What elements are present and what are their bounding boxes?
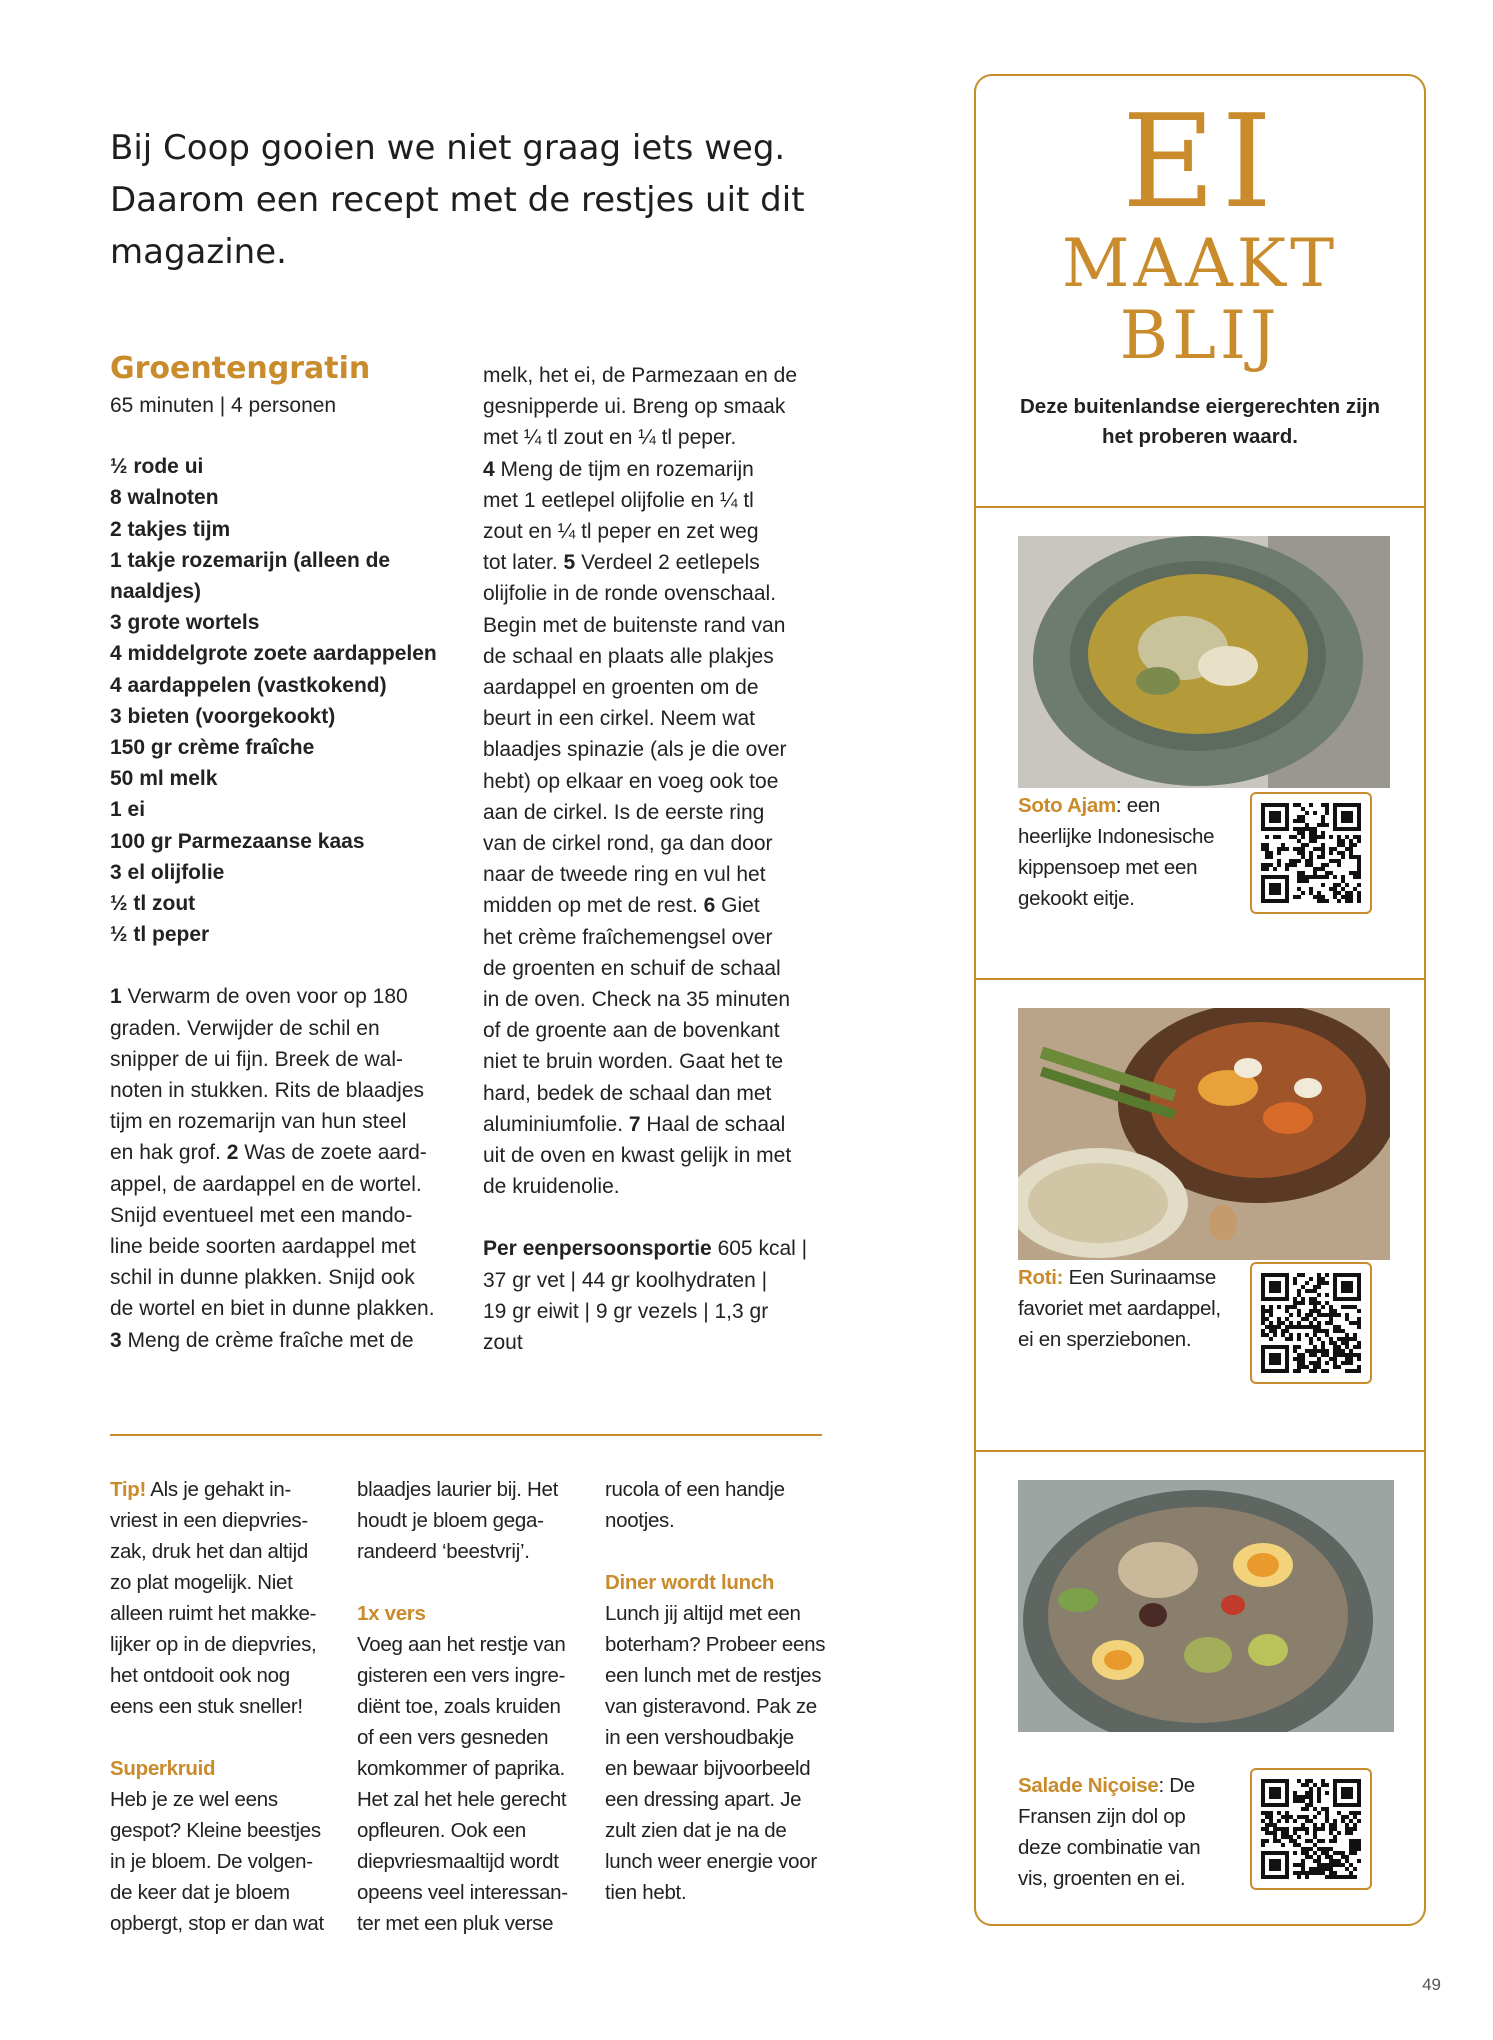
tip-line: in je bloem. De volgen- (110, 1850, 313, 1873)
panel-subtitle-line: Deze buitenlandse eiergerechten zijn (1020, 395, 1380, 418)
tip-line: boterham? Probeer eens (605, 1633, 826, 1656)
step-line: beurt in een cirkel. Neem wat (483, 707, 755, 731)
nutrition-line: zout (483, 1331, 523, 1355)
tip-line: alleen ruimt het makke- (110, 1602, 317, 1625)
step-line: olijfolie in de ronde ovenschaal. (483, 582, 777, 606)
step-line: het crème fraîchemengsel over (483, 925, 773, 949)
ingredient-item: 8 walnoten (110, 486, 219, 510)
intro-line: magazine. (110, 232, 287, 272)
ingredient-item: 3 el olijfolie (110, 860, 225, 884)
step-line: van de cirkel rond, ga dan door (483, 832, 773, 856)
step-line: de wortel en biet in dunne plakken. (110, 1297, 435, 1321)
step-line: appel, de aardappel en de wortel. (110, 1172, 422, 1196)
ingredient-list (110, 451, 470, 950)
ingredient-item: 150 gr crème fraîche (110, 736, 315, 760)
dish-line: Fransen zijn dol op (1018, 1805, 1186, 1828)
tip-line: eens een stuk sneller! (110, 1695, 303, 1718)
nutrition-line: 19 gr eiwit | 9 gr vezels | 1,3 gr (483, 1299, 769, 1323)
tip-line: Tip! Als je gehakt in- (110, 1478, 292, 1501)
panel-title-ei: EI (1122, 88, 1278, 237)
step-line: de schaal en plaats alle plakjes (483, 644, 774, 668)
tip-line: en bewaar bijvoorbeeld (605, 1757, 811, 1780)
ingredient-item: 3 bieten (voorgekookt) (110, 704, 336, 728)
tip-line: opfleuren. Ook een (357, 1819, 526, 1842)
tip-line: een dressing apart. Je (605, 1788, 802, 1811)
step-line: uit de oven en kwast gelijk in met (483, 1144, 792, 1168)
dish-line: Salade Niçoise: De (1018, 1774, 1195, 1797)
step-line: hard, bedek de schaal dan met (483, 1081, 772, 1105)
page-number: 49 (1422, 1975, 1441, 1994)
ingredient-item: ½ tl zout (110, 892, 196, 916)
tip-line: lunch weer energie voor (605, 1850, 817, 1873)
steps-left (110, 981, 470, 1355)
dish-line: kippensoep met een (1018, 856, 1198, 879)
nutrition-line: Per eenpersoonsportie 605 kcal | (483, 1237, 808, 1261)
tip-line: opbergt, stop er dan wat (110, 1912, 324, 1935)
dish-line: deze combinatie van (1018, 1836, 1201, 1859)
tip-line: komkommer of paprika. (357, 1757, 565, 1780)
tip-line: of een vers gesneden (357, 1726, 549, 1749)
intro-line: Bij Coop gooien we niet graag iets weg. (110, 128, 786, 168)
dish-description (1018, 790, 1238, 914)
tip-line: Het zal het hele gerecht (357, 1788, 567, 1811)
ingredient-item: 2 takjes tijm (110, 517, 231, 541)
qr-code[interactable] (1250, 792, 1372, 914)
step-line: noten in stukken. Rits de blaadjes (110, 1079, 425, 1103)
step-line: naar de tweede ring en vul het (483, 863, 766, 887)
step-line: graden. Verwijder de schil en (110, 1016, 380, 1040)
tip-line: zult zien dat je na de (605, 1819, 787, 1842)
step-line: aluminiumfolie. 7 Haal de schaal (483, 1112, 786, 1136)
panel-subtitle (976, 392, 1424, 452)
dish-line: heerlijke Indonesische (1018, 825, 1215, 848)
step-line: 4 Meng de tijm en rozemarijn (483, 457, 754, 481)
tip-line: diepvriesmaaltijd wordt (357, 1850, 559, 1873)
dish-line: Soto Ajam: een (1018, 794, 1161, 817)
step-line: gesnipperde ui. Breng op smaak (483, 395, 786, 419)
ingredient-item: 1 ei (110, 798, 146, 822)
lunch-title: Diner wordt lunch (605, 1571, 775, 1594)
tip-line: Lunch jij altijd met een (605, 1602, 801, 1625)
dish-line: ei en sperziebonen. (1018, 1328, 1192, 1351)
ei-maakt-blij-panel (974, 74, 1426, 1926)
step-line: 3 Meng de crème fraîche met de (110, 1328, 414, 1352)
tip-line: vriest in een diepvries- (110, 1509, 308, 1532)
ingredient-item: ½ rode ui (110, 455, 204, 479)
tips-column-3 (605, 1474, 835, 1908)
step-line: tijm en rozemarijn van hun steel (110, 1110, 407, 1134)
recipe-meta: 65 minuten | 4 personen (110, 394, 337, 417)
recipe-mid-column (483, 360, 843, 1358)
tip-line: opeens veel interessan- (357, 1881, 568, 1904)
step-line: aan de cirkel. Is de eerste ring (483, 800, 765, 824)
recipe-title: Groentengratin (110, 351, 371, 386)
tip-line: een lunch met de restjes (605, 1664, 822, 1687)
ingredient-item: 4 middelgrote zoete aardappelen (110, 642, 437, 666)
tip-line: gespot? Kleine beestjes (110, 1819, 321, 1842)
tip-line: zo plat mogelijk. Niet (110, 1571, 293, 1594)
nutrition-info (483, 1233, 843, 1358)
qr-code[interactable] (1250, 1768, 1372, 1890)
tip-line: ter met een pluk verse (357, 1912, 554, 1935)
step-line: en hak grof. 2 Was de zoete aard- (110, 1141, 427, 1165)
tip-line: lijker op in de diepvries, (110, 1633, 317, 1656)
ingredient-item: 50 ml melk (110, 767, 218, 791)
step-line: melk, het ei, de Parmezaan en de (483, 364, 798, 387)
panel-title-maakt: MAAKT (1061, 225, 1339, 302)
roti-photo (1018, 1008, 1390, 1260)
step-line: midden op met de rest. 6 Giet (483, 894, 760, 918)
qr-code-pattern (1261, 1779, 1361, 1879)
qr-code[interactable] (1250, 1262, 1372, 1384)
tip-line: zak, druk het dan altijd (110, 1540, 308, 1563)
tip-line: rucola of een handje (605, 1478, 785, 1501)
section-divider (110, 1434, 822, 1436)
step-line: of de groente aan de bovenkant (483, 1019, 780, 1043)
superkruid-title: Superkruid (110, 1757, 216, 1780)
step-line: line beide soorten aardappel met (110, 1235, 416, 1259)
step-line: met 1 eetlepel olijfolie en ¼ tl (483, 488, 754, 512)
tip-line: diënt toe, zoals kruiden (357, 1695, 561, 1718)
step-line: schil in dunne plakken. Snijd ook (110, 1266, 415, 1290)
step-line: de kruidenolie. (483, 1175, 620, 1199)
step-line: hebt) op elkaar en voeg ook toe (483, 769, 779, 793)
dish-line: Roti: Een Surinaamse (1018, 1266, 1216, 1289)
step-line: zout en ¼ tl peper en zet weg (483, 520, 759, 544)
qr-code-pattern (1261, 1273, 1361, 1373)
dish-soto-ajam (976, 508, 1424, 980)
tip-line: van gisteravond. Pak ze (605, 1695, 817, 1718)
step-line: met ¼ tl zout en ¼ tl peper. (483, 426, 737, 450)
dish-line: gekookt eitje. (1018, 887, 1135, 910)
tips-column-2 (357, 1474, 582, 1939)
step-line: Begin met de buitenste rand van (483, 613, 786, 637)
intro-text (110, 122, 870, 278)
ingredient-item: 4 aardappelen (vastkokend) (110, 673, 387, 697)
ingredient-item: 1 takje rozemarijn (alleen de (110, 548, 391, 572)
salade-nicoise-photo (1018, 1480, 1394, 1732)
step-line: niet te bruin worden. Gaat het te (483, 1050, 784, 1074)
ingredient-item: 100 gr Parmezaanse kaas (110, 829, 365, 853)
tip-line: Voeg aan het restje van (357, 1633, 566, 1656)
tip-line: de keer dat je bloem (110, 1881, 290, 1904)
vers-title: 1x vers (357, 1602, 426, 1625)
step-line: de groenten en schuif de schaal (483, 956, 781, 980)
tip-line: blaadjes laurier bij. Het (357, 1478, 559, 1501)
tip-line: houdt je bloem gega- (357, 1509, 544, 1532)
tip-line: Heb je ze wel eens (110, 1788, 278, 1811)
tip-line: gisteren een vers ingre- (357, 1664, 566, 1687)
tip-line: tien hebt. (605, 1881, 687, 1904)
dish-description (1018, 1262, 1238, 1355)
ingredient-item: ½ tl peper (110, 923, 210, 947)
step-line: in de oven. Check na 35 minuten (483, 988, 791, 1012)
step-line: blaadjes spinazie (als je die over (483, 738, 787, 762)
tip-line: het ontdooit ook nog (110, 1664, 290, 1687)
step-line: Snijd eventueel met een mando- (110, 1203, 413, 1227)
recipe-left-column (110, 350, 470, 1356)
dish-salade-nicoise (976, 1452, 1424, 1922)
dish-line: vis, groenten en ei. (1018, 1867, 1186, 1890)
step-line: 1 Verwarm de oven voor op 180 (110, 985, 408, 1009)
panel-subtitle-line: het proberen waard. (1102, 425, 1298, 448)
tip-line: randeerd ‘beestvrij’. (357, 1540, 530, 1563)
ingredient-item: 3 grote wortels (110, 611, 260, 635)
intro-line: Daarom een recept met de restjes uit dit (110, 180, 805, 220)
panel-header (976, 76, 1424, 508)
step-line: tot later. 5 Verdeel 2 eetlepels (483, 551, 760, 575)
nutrition-line: 37 gr vet | 44 gr koolhydraten | (483, 1268, 768, 1292)
tips-column-1 (110, 1474, 335, 1939)
dish-roti (976, 980, 1424, 1452)
dish-description (1018, 1770, 1238, 1894)
dish-line: favoriet met aardappel, (1018, 1297, 1221, 1320)
tip-line: in een vershoudbakje (605, 1726, 794, 1749)
tip-line: nootjes. (605, 1509, 675, 1532)
panel-title-blij: BLIJ (1119, 297, 1281, 374)
step-line: aardappel en groenten om de (483, 676, 759, 700)
step-line: snipper de ui fijn. Breek de wal- (110, 1047, 403, 1071)
soto-ajam-photo (1018, 536, 1390, 788)
qr-code-pattern (1261, 803, 1361, 903)
ingredient-item: naaldjes) (110, 580, 202, 604)
